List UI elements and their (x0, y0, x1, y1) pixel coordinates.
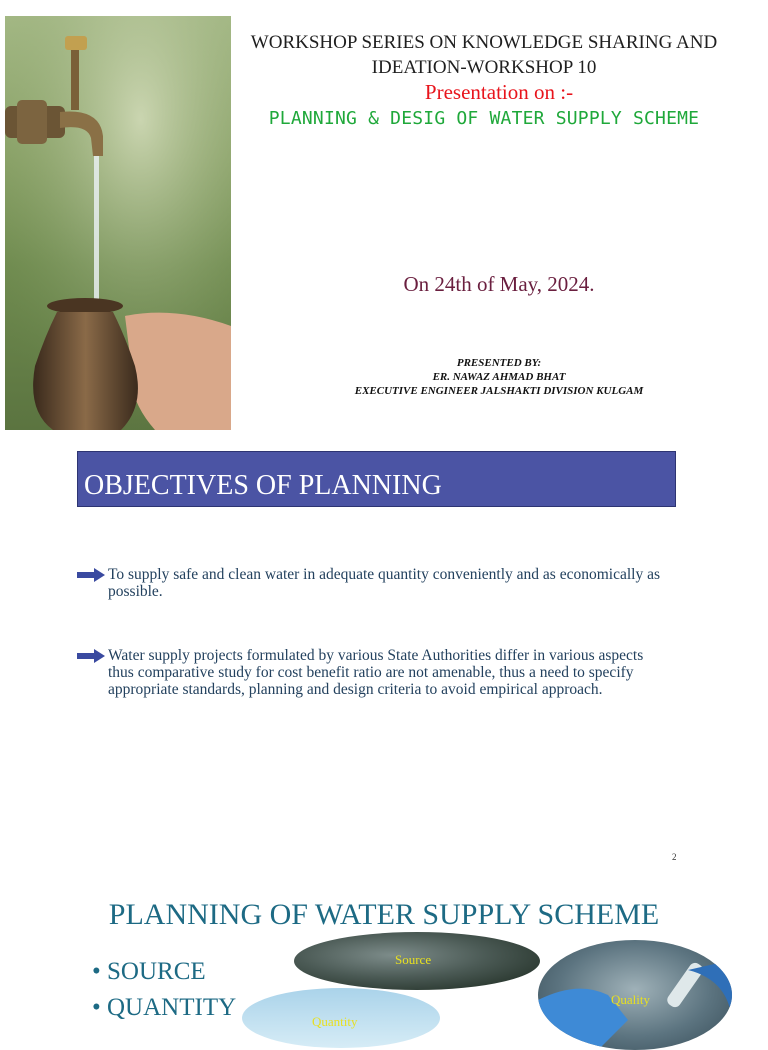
slide3-heading: PLANNING OF WATER SUPPLY SCHEME (108, 898, 660, 931)
presenter-block (234, 356, 764, 398)
arrow-right-icon (77, 649, 105, 663)
presenter-designation: EXECUTIVE ENGINEER JALSHAKTI DIVISION KULGAM (354, 385, 644, 397)
scheme-title: PLANNING & DESIG OF WATER SUPPLY SCHEME (268, 108, 700, 129)
presentation-date: On 24th of May, 2024. (403, 272, 595, 296)
list-item-quantity: • QUANTITY (92, 994, 237, 1021)
workshop-title: WORKSHOP SERIES ON KNOWLEDGE SHARING AND IDEATION-WORKSHOP 10 (250, 32, 718, 78)
objective-text-1: To supply safe and clean water in adequate quantity conveniently and as economically as possible. (108, 566, 660, 600)
quality-image (538, 940, 732, 1050)
presentation-on-label: Presentation on :- (424, 80, 574, 104)
arrow-right-icon (77, 568, 105, 582)
objective-bullet-1 (77, 566, 667, 600)
source-image (294, 932, 540, 990)
list-item-source: • SOURCE (92, 958, 206, 985)
page-number: 2 (672, 852, 677, 862)
presented-by-label: PRESENTED BY: (456, 357, 542, 369)
water-tap-pot-illustration (5, 16, 231, 430)
water-tap-photo (5, 16, 231, 430)
objective-bullet-2 (77, 647, 667, 698)
presenter-name: ER. NAWAZ AHMAD BHAT (432, 371, 566, 383)
objectives-heading: OBJECTIVES OF PLANNING (84, 470, 442, 501)
quality-image-label: Quality (611, 992, 650, 1007)
source-image-label: Source (395, 952, 432, 967)
quantity-image-label: Quantity (312, 1014, 358, 1029)
objective-text-2: Water supply projects formulated by various State Authorities differ in various aspects thus comparative study for cost benefit ratio are not amenable, thus a need to specify appropriate standards, planning and design criteria to avoid empirical approach. (108, 647, 644, 698)
quantity-image (242, 988, 440, 1048)
objectives-banner (77, 451, 676, 507)
